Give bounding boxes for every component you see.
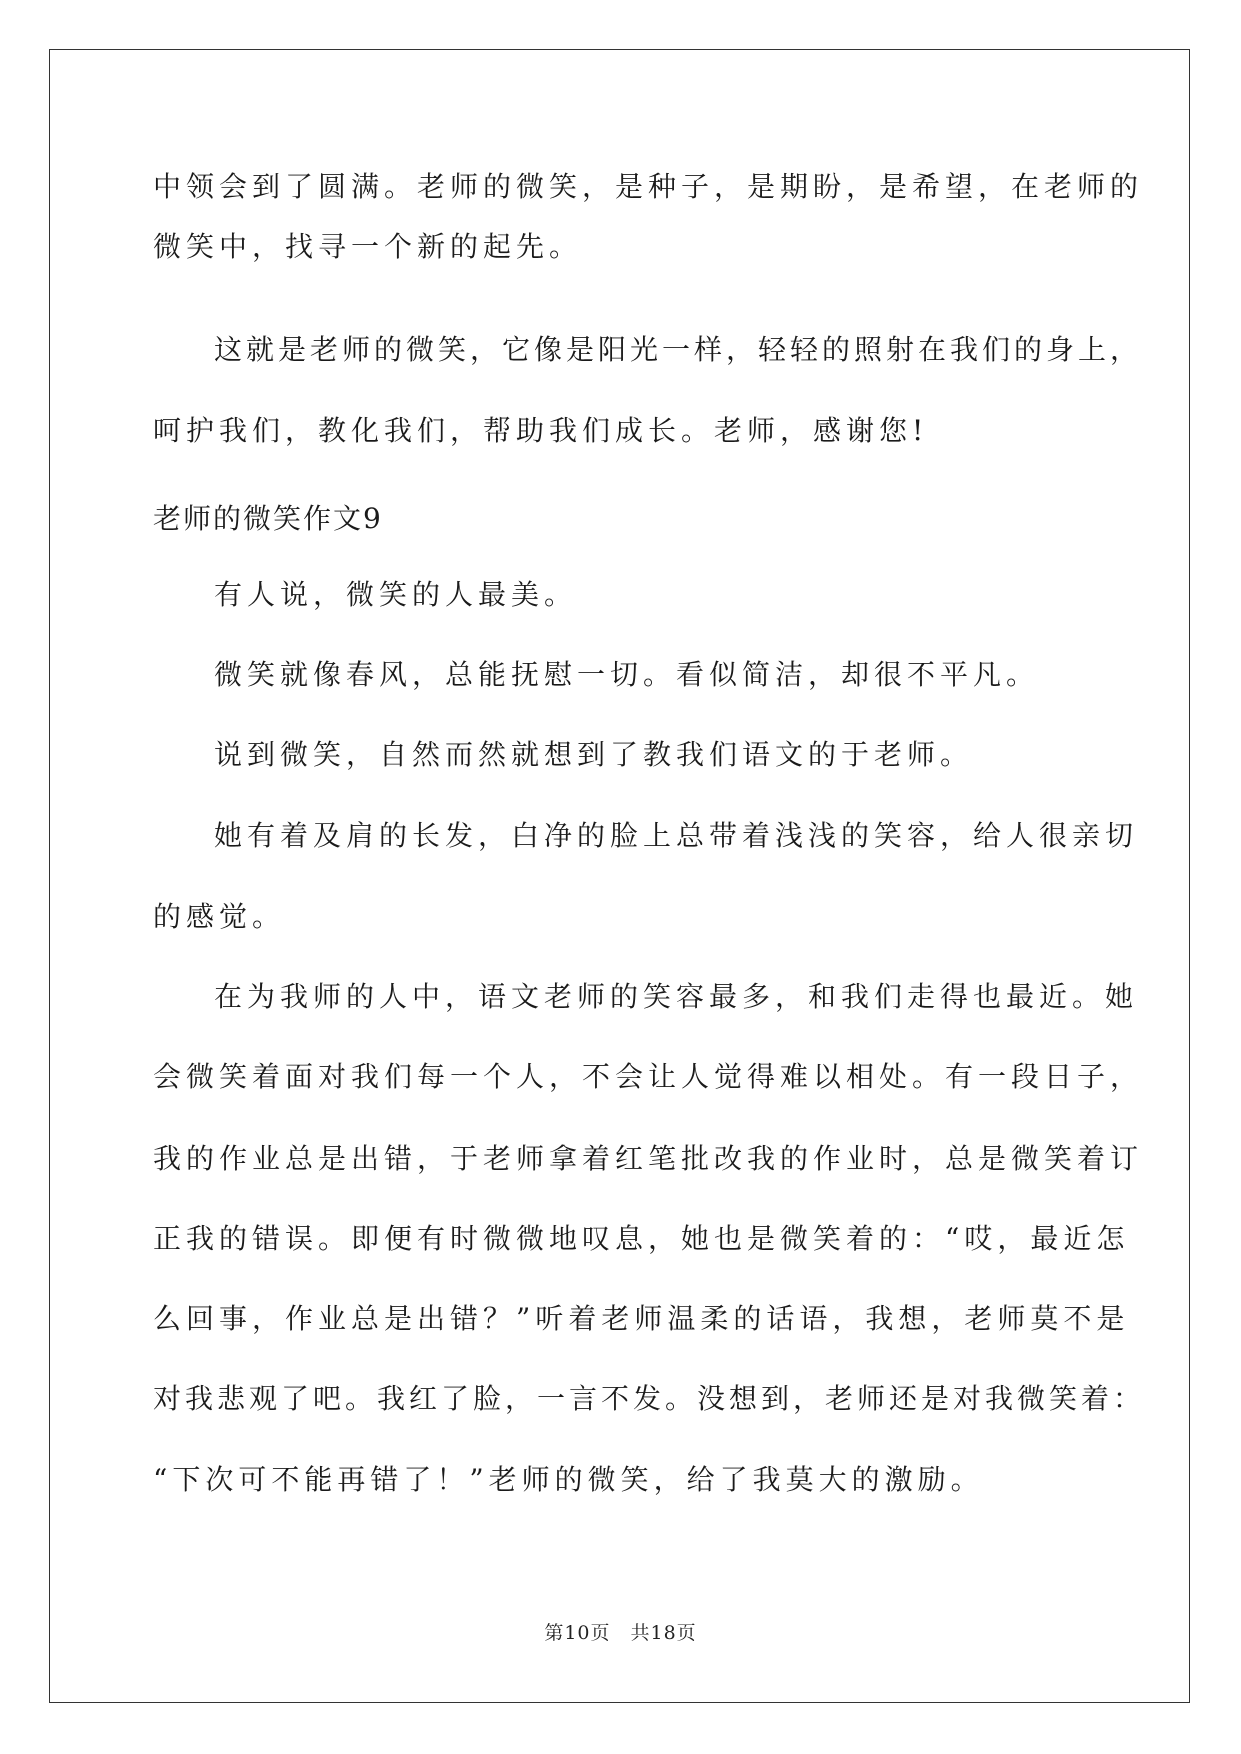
paragraph-line: 这就是老师的微笑，它像是阳光一样，轻轻的照射在我们的身上， xyxy=(214,333,1143,366)
page-border xyxy=(49,49,1190,1703)
section-heading: 老师的微笑作文9 xyxy=(153,502,383,535)
paragraph-line: 微笑中，找寻一个新的起先。 xyxy=(153,230,583,263)
paragraph-line: 微笑就像春风，总能抚慰一切。看似简洁，却很不平凡。 xyxy=(214,658,1040,691)
paragraph-line: 我的作业总是出错，于老师拿着红笔批改我的作业时，总是微笑着订 xyxy=(153,1142,1144,1175)
paragraph-line: 她有着及肩的长发，白净的脸上总带着浅浅的笑容，给人很亲切 xyxy=(214,819,1139,852)
paragraph-line: 对我悲观了吧。我红了脸，一言不发。没想到，老师还是对我微笑着： xyxy=(153,1382,1146,1415)
paragraph-line: 说到微笑，自然而然就想到了教我们语文的于老师。 xyxy=(214,738,974,771)
paragraph-line: 正我的错误。即便有时微微地叹息，她也是微笑着的：“哎，最近怎 xyxy=(153,1222,1130,1255)
paragraph-line: 有人说，微笑的人最美。 xyxy=(214,578,578,611)
page-number-footer: 第10页 共18页 xyxy=(544,1622,697,1644)
paragraph-line: 中领会到了圆满。老师的微笑，是种子，是期盼，是希望，在老师的 xyxy=(153,170,1144,203)
paragraph-line: 呵护我们，教化我们，帮助我们成长。老师，感谢您! xyxy=(153,414,929,447)
paragraph-line: 会微笑着面对我们每一个人，不会让人觉得难以相处。有一段日子， xyxy=(153,1060,1144,1093)
paragraph-line: 在为我师的人中，语文老师的笑容最多，和我们走得也最近。她 xyxy=(214,980,1139,1013)
paragraph-line: “下次可不能再错了！”老师的微笑，给了我莫大的激励。 xyxy=(153,1463,984,1496)
paragraph-line: 么回事，作业总是出错？”听着老师温柔的话语，我想，老师莫不是 xyxy=(153,1302,1130,1335)
paragraph-line: 的感觉。 xyxy=(153,900,286,933)
